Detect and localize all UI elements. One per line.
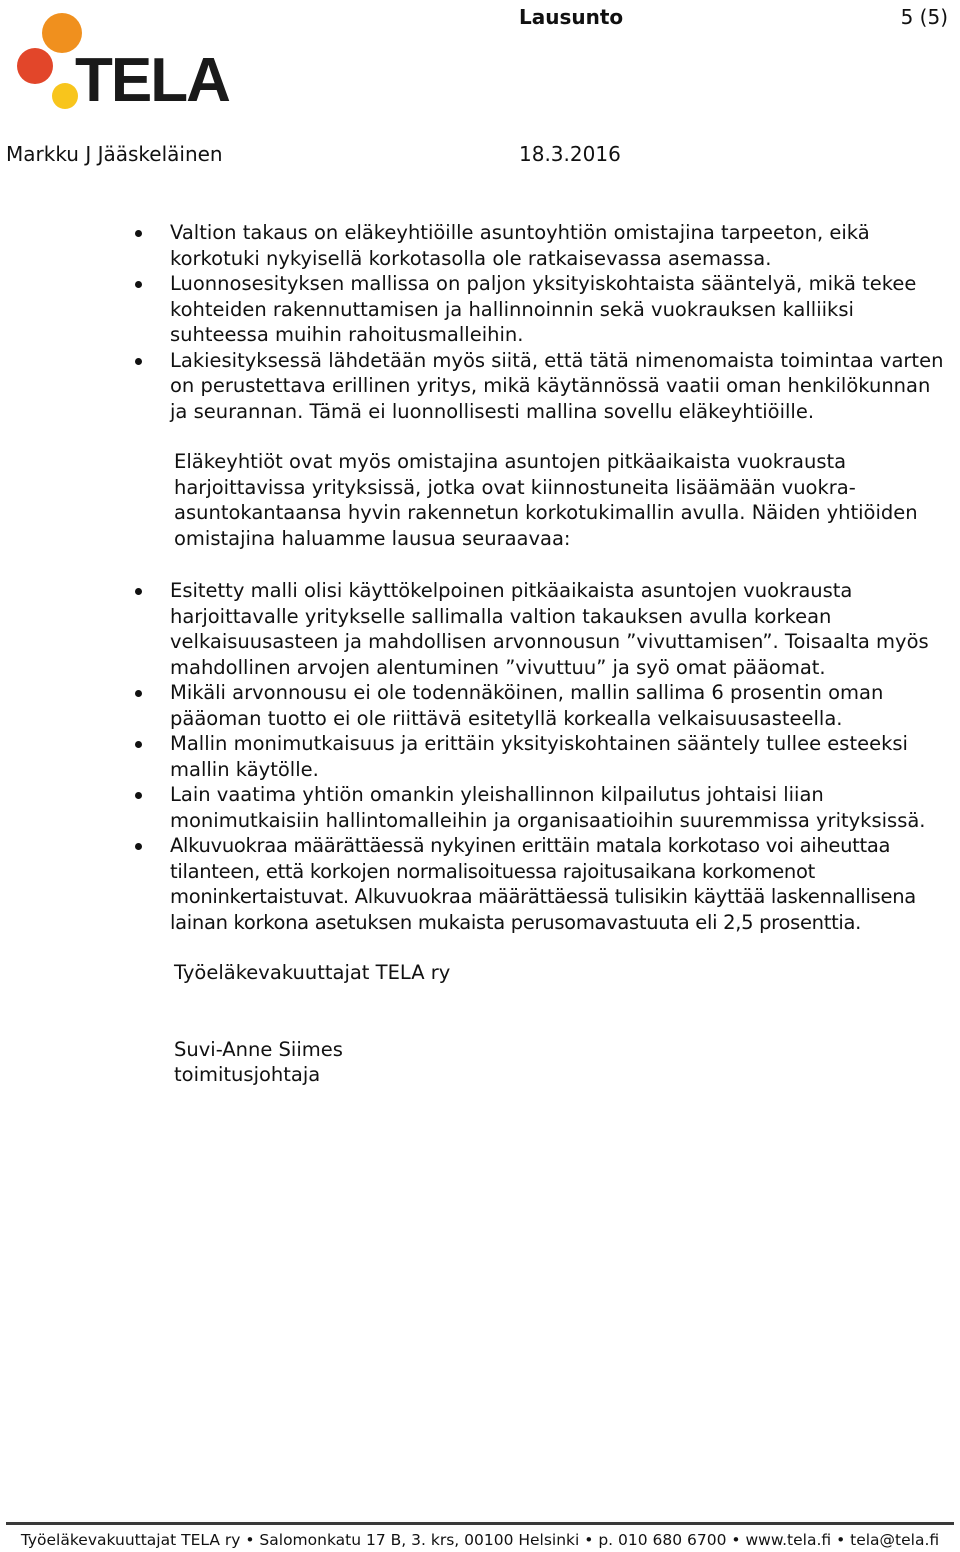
list-item: Valtion takaus on eläkeyhtiöille asuntoyhtiön omistajina tarpeeton, eikä korkotuki nykyisellä korkotasolla ole ratkaisevassa asemassa. [0,220,960,271]
list-item: Esitetty malli olisi käyttökelpoinen pitkäaikaista asuntojen vuokrausta harjoittavalle yritykselle sallimalla valtion takauksen avulla korkean velkaisuusasteen ja mahdollisen arvonnousun ”vivuttamisen”. Toisaalta myös mahdollinen arvojen alentuminen ”vivuttuu” ja syö omat pääomat. [0,578,960,680]
list-item: Lain vaatima yhtiön omankin yleishallinnon kilpailutus johtaisi liian monimutkaisiin hallintomalleihin ja organisaatioihin suuremmissa yrityksissä. [0,782,960,833]
document-type: Lausunto [519,5,624,29]
list-item: Lakiesityksessä lähdetään myös siitä, että tätä nimenomaista toimintaa varten on perustettava erillinen yritys, mikä käytännössä vaatii oman henkilökunnan ja seurannan. Tämä ei luonnollisesti mallina sovellu eläkeyhtiöille. [0,348,960,425]
list-item: Mallin monimutkaisuus ja erittäin yksityiskohtainen sääntely tullee esteeksi mallin käytölle. [0,731,960,782]
list-item: Luonnosesityksen mallissa on paljon yksityiskohtaista sääntelyä, mikä tekee kohteiden rakennuttamisen ja hallinnoinnin sekä vuokrauksen kalliiksi suhteessa muihin rahoitusmalleihin. [0,271,960,348]
signature-name: Suvi-Anne Siimes [174,1037,343,1061]
list-item: Alkuvuokraa määrättäessä nykyinen erittäin matala korkotaso voi aiheuttaa tilanteen, että korkojen normalisoituessa rajoitusaikana korkomenot moninkertaistuvat. Alkuvuokraa määrättäessä tulisikin käyttää laskennallisena lainan korkona asetuksen mukaista perusomavastuuta eli 2,5 prosenttia. [0,833,960,935]
tela-logo-text: TELA [75,46,229,115]
page-number: 5 (5) [900,5,948,29]
list-item: Mikäli arvonnousu ei ole todennäköinen, mallin sallima 6 prosentin oman pääoman tuotto ei ole riittävä esitetyllä korkealla velkaisuusasteella. [0,680,960,731]
bullet-list-2 [0,578,960,935]
footer-contact: Työeläkevakuuttajat TELA ry • Salomonkatu 17 B, 3. krs, 00100 Helsinki • p. 010 680 6700 • www.tela.fi • tela@tela.fi [20,1531,940,1549]
body-paragraph: Eläkeyhtiöt ovat myös omistajina asuntojen pitkäaikaista vuokrausta harjoittavissa yrityksissä, jotka ovat kiinnostuneita lisäämään vuokra-asuntokantaansa hyvin rakennetun korkotukimallin avulla. Näiden yhtiöiden omistajina haluamme lausua seuraavaa: [174,450,918,550]
signature-organization: Työeläkevakuuttajat TELA ry [174,961,451,984]
footer-divider [6,1522,954,1525]
signature-title: toimitusjohtaja [174,1063,321,1086]
tela-logo [10,8,229,116]
document-body [0,220,960,1088]
bullet-list-1 [0,220,960,424]
author-name: Markku J Jääskeläinen [6,142,223,166]
document-date: 18.3.2016 [519,142,621,166]
